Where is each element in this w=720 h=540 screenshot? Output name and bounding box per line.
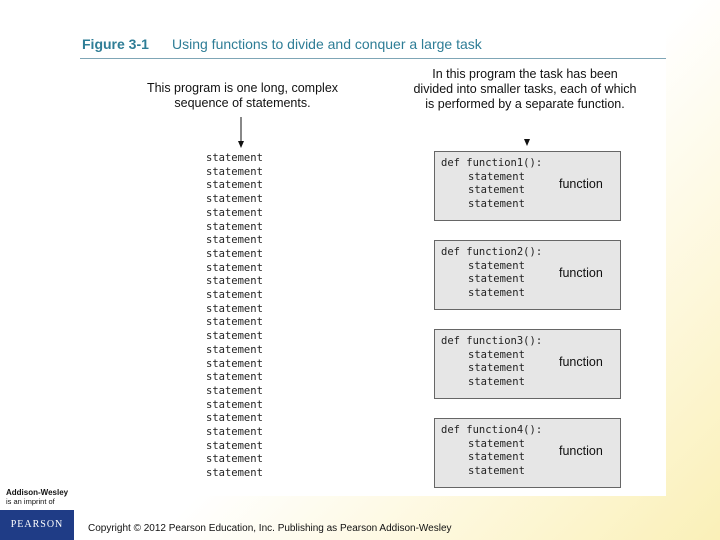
statement-line: statement <box>206 179 263 192</box>
function-statement: statement <box>468 287 525 300</box>
statement-line: statement <box>206 193 263 206</box>
left-caption-line: sequence of statements. <box>174 96 311 110</box>
statement-line: statement <box>206 316 263 329</box>
right-caption-line: is performed by a separate function. <box>425 97 625 111</box>
function-code <box>441 157 542 212</box>
statement-line: statement <box>206 302 263 315</box>
figure-panel <box>80 28 666 496</box>
statement-line: statement <box>206 261 263 274</box>
function-statement: statement <box>468 465 525 478</box>
function-statement: statement <box>468 437 525 450</box>
publisher-block <box>0 486 76 540</box>
statement-line: statement <box>206 384 263 397</box>
function-statement: statement <box>468 348 525 361</box>
statement-line: statement <box>206 357 263 370</box>
statement-line: statement <box>206 275 263 288</box>
function-code <box>441 246 542 301</box>
statement-line: statement <box>206 289 263 302</box>
function-statement: statement <box>468 170 525 183</box>
right-caption-line: In this program the task has been <box>432 67 618 81</box>
function-label: function <box>559 266 603 280</box>
statement-line: statement <box>206 330 263 343</box>
function-label: function <box>559 355 603 369</box>
statement-line: statement <box>206 220 263 233</box>
function-statement: statement <box>468 198 525 211</box>
function-header: def function3(): <box>441 335 543 347</box>
function-header: def function4(): <box>441 424 543 436</box>
function-statement: statement <box>468 362 525 375</box>
function-code <box>441 335 542 390</box>
function-code <box>441 424 542 479</box>
function-statement: statement <box>468 184 525 197</box>
statement-line: statement <box>206 412 263 425</box>
statement-line: statement <box>206 152 263 164</box>
figure-title: Using functions to divide and conquer a large task <box>172 36 482 52</box>
statement-line: statement <box>206 398 263 411</box>
statement-line: statement <box>206 206 263 219</box>
statement-list <box>206 152 263 481</box>
function-box-2 <box>434 240 621 310</box>
function-box-4 <box>434 418 621 488</box>
statement-line: statement <box>206 439 263 452</box>
function-label: function <box>559 177 603 191</box>
statement-line: statement <box>206 426 263 439</box>
pearson-logo <box>0 510 74 540</box>
function-statement: statement <box>468 376 525 389</box>
imprint-note: is an imprint of <box>6 497 55 506</box>
function-box-1 <box>434 151 621 221</box>
function-box-3 <box>434 329 621 399</box>
right-caption-line: divided into smaller tasks, each of which <box>413 82 637 96</box>
statement-line: statement <box>206 467 263 480</box>
statement-line: statement <box>206 371 263 384</box>
figure-label: Figure 3-1 <box>82 36 149 52</box>
function-statement: statement <box>468 259 525 272</box>
left-caption-line: This program is one long, complex <box>146 81 339 95</box>
function-statement: statement <box>468 273 525 286</box>
statement-line: statement <box>206 234 263 247</box>
statement-line: statement <box>206 343 263 356</box>
function-header: def function2(): <box>441 246 543 258</box>
function-header: def function1(): <box>441 157 543 169</box>
right-arrow-head <box>524 139 530 146</box>
function-label: function <box>559 444 603 458</box>
statement-line: statement <box>206 247 263 260</box>
copyright-footer: Copyright © 2012 Pearson Education, Inc. Publishing as Pearson Addison-Wesley <box>88 523 452 534</box>
pearson-logo-text: PEARSON <box>10 519 64 530</box>
statement-line: statement <box>206 165 263 178</box>
function-statement: statement <box>468 451 525 464</box>
left-arrow-head <box>238 141 244 148</box>
imprint-name: Addison-Wesley <box>6 488 69 497</box>
statement-line: statement <box>206 453 263 466</box>
